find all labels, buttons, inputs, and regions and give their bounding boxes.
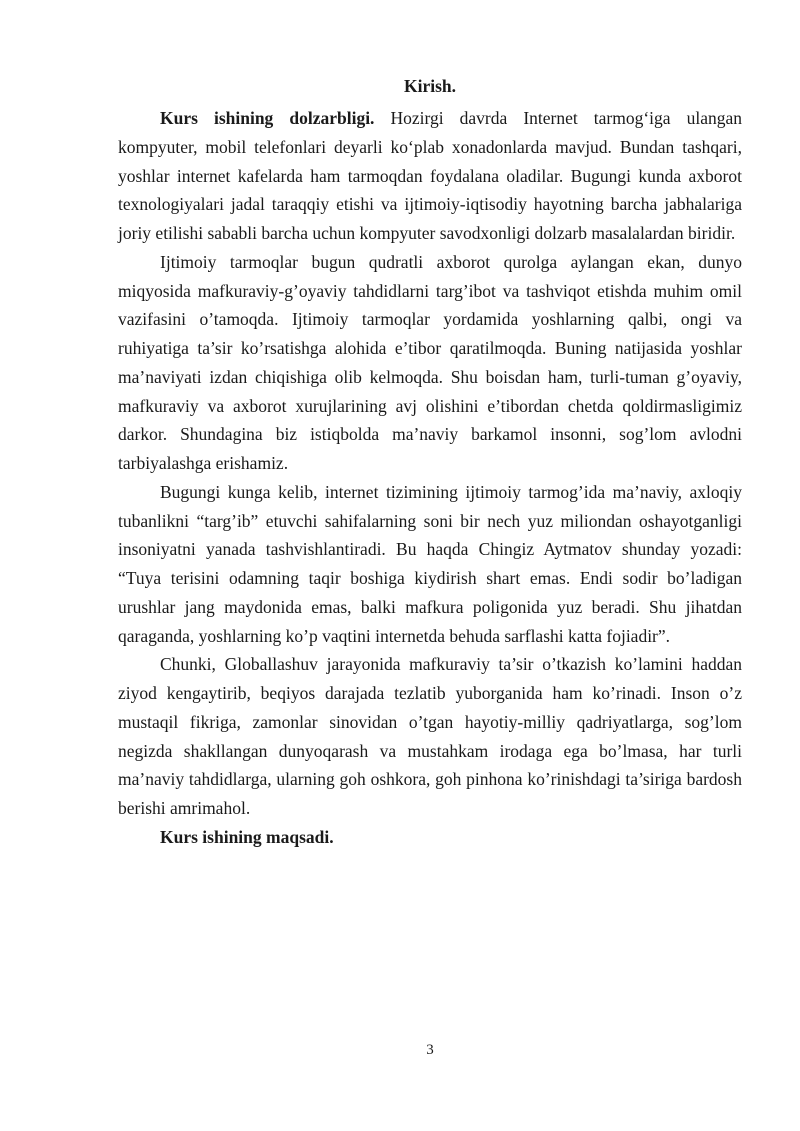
paragraph-relevance [118,104,742,248]
page-title: Kirish. [403,76,457,96]
paragraph-globalization: Chunki, Globallashuv jarayonida mafkuraviy ta’sir o’tkazish ko’lamini haddan ziyod kengaytirib, beqiyos darajada tezlatib yuborganida ham ko’rinadi. Inson o’z mustaqil fikriga, zamonlar sinovidan o’tgan hayotiy-milliy qadriyatlarga, sog’lom negizda shakllangan dunyoqarash va mustahkam irodaga ega bo’lmasa, har turli ma’naviy tahdidlarga, ularning goh oshkora, goh pinhona ko’rinishdagi ta’siriga bardosh berishi amrimahol. [118,654,742,818]
paragraph-social-networks: Ijtimoiy tarmoqlar bugun qudratli axborot qurolga aylangan ekan, dunyo miqyosida mafkuraviy-g’oyaviy tahdidlarni targ’ibot va tashviqot etishda muhim omil vazifasini o’tamoqda. Ijtimoiy tarmoqlar yordamida yoshlarning qalbi, ongi va ruhiyatiga ta’sir ko’rsatishga alohida e’tibor qaratilmoqda. Buning natijasida yoshlar ma’naviyati izdan chiqishiga olib kelmoqda. Shu boisdan ham, turli-tuman g’oyaviy, mafkuraviy va axborot xurujlarining avj olishini e’tibordan chetda qoldirmasligimiz darkor. Shundagina biz istiqbolda ma’naviy barkamol insonni, sog’lom avlodni tarbiyalashga erishamiz. [118,251,742,473]
page-number: 3 [426,1042,434,1058]
paragraph-lead: Kurs ishining dolzarbligi. [160,108,375,128]
document-page [118,0,742,1131]
document-body [118,104,742,852]
paragraph-text: Hozirgi davrda Internet tarmog‘iga ulangan kompyuter, mobil telefonlari deyarli ko‘plab xonadonlarda mavjud. Bundan tashqari, yoshlar internet kafelarda ham tarmoqdan foydalana oladilar. Bugungi kunda axborot texnologiyalari jadal taraqqiy etishi va ijtimoiy-iqtisodiy hayotning barcha jabhalariga joriy etilishi sababli barcha uchun kompyuter savodxonligi dolzarb masalalardan biridir. [118,108,743,243]
section-heading-goal: Kurs ishining maqsadi. [160,826,334,847]
paragraph-aytmatov-quote: Bugungi kunga kelib, internet tizimining ijtimoiy tarmog’ida ma’naviy, axloqiy tubanlikni “targ’ib” etuvchi sahifalarning soni bir nech yuz miliondan oshayotganligi insoniyatni yanada tashvishlantiradi. Bu haqda Chingiz Aytmatov shunday yozadi: “Tuya terisini odamning taqir boshiga kiydirish shart emas. Endi sodir bo’ladigan urushlar jang maydonida emas, balki mafkura poligonida yuz beradi. Shu jihatdan qaraganda, yoshlarning ko’p vaqtini internetda behuda sarflashi katta fojiadir”. [118,481,742,646]
